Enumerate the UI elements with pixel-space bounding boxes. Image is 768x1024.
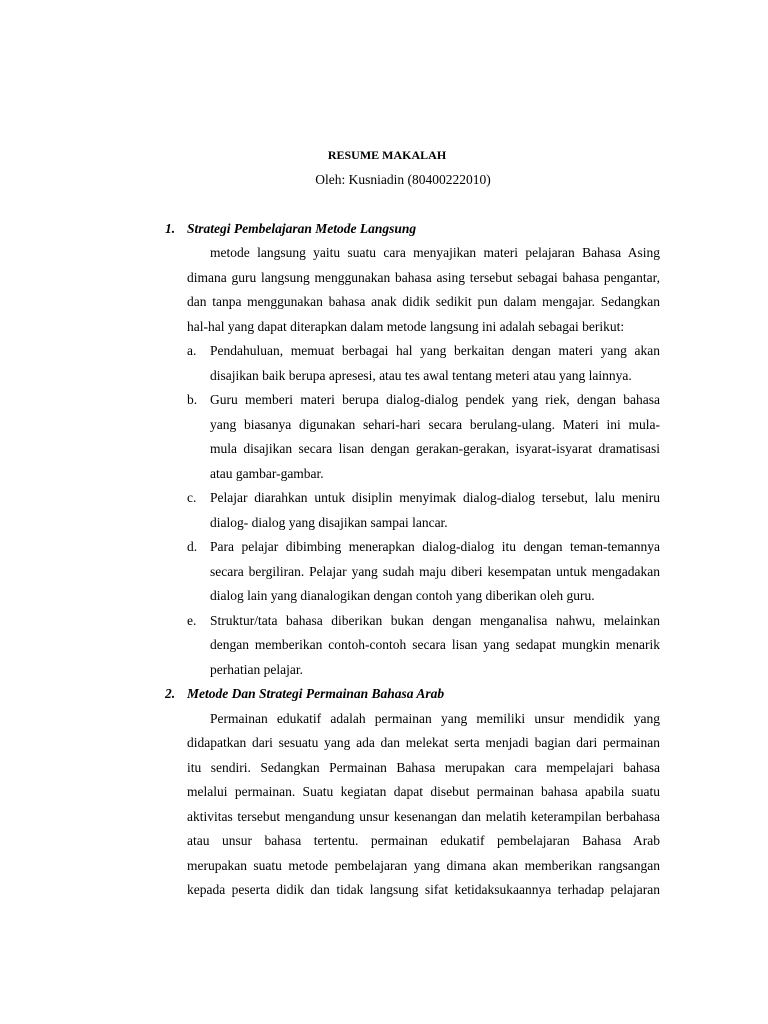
text-row (0, 462, 768, 487)
paragraph-line: kepada peserta didik dan tidak langsung sifat ketidaksukaannya terhadap pelajaran (187, 882, 660, 897)
text-row (0, 364, 768, 389)
section-title: Metode Dan Strategi Permainan Bahasa Arab (187, 686, 445, 701)
document-body (0, 143, 768, 903)
list-item-line: disajikan baik berupa apresesi, atau tes awal tentang meteri atau yang lainnya. (210, 367, 632, 383)
text-row (0, 339, 768, 364)
text-row (0, 854, 768, 879)
text-row (0, 633, 768, 658)
text-row (0, 731, 768, 756)
paragraph-line: melalui permainan. Suatu kegiatan dapat disebut permainan bahasa apabila suatu (187, 784, 660, 799)
text-row (0, 315, 768, 340)
title-row (0, 143, 768, 168)
text-row (0, 266, 768, 291)
list-item (0, 388, 768, 486)
section-heading (0, 682, 768, 707)
paragraph-line: dimana guru langsung menggunakan bahasa asing tersebut sebagai bahasa pengantar, (187, 269, 660, 285)
text-row (0, 560, 768, 585)
text-row (0, 241, 768, 266)
section-number: 2. (165, 686, 176, 701)
list-item-line: atau gambar-gambar. (210, 465, 324, 481)
lettered-list (0, 339, 768, 682)
list-marker: c. (187, 490, 197, 505)
list-item-line: dengan memberikan contoh-contoh secara lisan yang sedapat mungkin menarik (210, 637, 660, 652)
paragraph-line: merupakan suatu metode pembelajaran yang dimana akan memberikan rangsangan (187, 857, 660, 873)
section-heading (0, 217, 768, 242)
list-item (0, 609, 768, 683)
paragraph-line: atau unsur bahasa tertentu. permainan edukatif pembelajaran Bahasa Arab (187, 833, 660, 848)
list-item-line: dialog- dialog yang disajikan sampai lancar. (210, 514, 448, 530)
list-marker: d. (187, 539, 198, 554)
text-row (0, 780, 768, 805)
author-row (0, 168, 768, 193)
section-title: Strategi Pembelajaran Metode Langsung (187, 220, 417, 236)
list-marker: b. (187, 392, 198, 407)
list-item (0, 486, 768, 535)
text-row (0, 829, 768, 854)
paragraph-line: Permainan edukatif adalah permainan yang memiliki unsur mendidik yang (210, 710, 660, 726)
list-item-line: perhatian pelajar. (210, 661, 303, 677)
list-item-line: Struktur/tata bahasa diberikan bukan dengan menganalisa nahwu, melainkan (210, 612, 660, 628)
text-row (0, 290, 768, 315)
blank-line (0, 192, 768, 217)
list-item-line: Pendahuluan, memuat berbagai hal yang berkaitan dengan materi yang akan (210, 343, 660, 358)
paragraph-line: itu sendiri. Sedangkan Permainan Bahasa merupakan cara mempelajari bahasa (187, 759, 660, 775)
list-item-line: Guru memberi materi berupa dialog-dialog pendek yang riek, dengan bahasa (210, 392, 660, 407)
text-row (0, 584, 768, 609)
paragraph-line: dan tanpa menggunakan bahasa anak didik sedikit pun dalam mengajar. Sedangkan (187, 294, 660, 309)
author-line: Oleh: Kusniadin (80400222010) (315, 171, 491, 187)
paragraph (0, 707, 768, 903)
text-row (0, 511, 768, 536)
list-item-line: secara bergiliran. Pelajar yang sudah maju diberi kesempatan untuk mengadakan (210, 563, 660, 579)
paragraph-line: aktivitas tersebut mengandung unsur kesenangan dan melatih keterampilan berbahasa (187, 808, 660, 824)
paragraph-line: didapatkan dari sesuatu yang ada dan melekat serta menjadi bagian dari permainan (187, 735, 660, 750)
text-row (0, 878, 768, 903)
text-row (0, 658, 768, 683)
text-row (0, 437, 768, 462)
list-item-line: mula disajikan secara lisan dengan gerakan-gerakan, isyarat-isyarat dramatisasi (210, 441, 660, 456)
paragraph-line: hal-hal yang dapat diterapkan dalam metode langsung ini adalah sebagai berikut: (187, 318, 625, 334)
list-item-line: dialog lain yang dianalogikan dengan contoh yang diberikan oleh guru. (210, 588, 595, 603)
paragraph-line: metode langsung yaitu suatu cara menyajikan materi pelajaran Bahasa Asing (210, 245, 660, 260)
section-2 (0, 682, 768, 903)
list-marker: e. (187, 612, 197, 628)
text-row (0, 756, 768, 781)
section-number: 1. (165, 220, 176, 236)
text-row (0, 535, 768, 560)
text-row (0, 413, 768, 438)
document-title: RESUME MAKALAH (327, 148, 447, 162)
list-item-line: yang biasanya digunakan sehari-hari secara berulang-ulang. Materi ini mula- (210, 416, 660, 432)
text-row (0, 486, 768, 511)
paragraph (0, 241, 768, 339)
list-item-line: Para pelajar dibimbing menerapkan dialog-dialog itu dengan teman-temannya (210, 539, 660, 554)
list-item-line: Pelajar diarahkan untuk disiplin menyimak dialog-dialog tersebut, lalu meniru (210, 490, 660, 505)
list-marker: a. (187, 343, 197, 358)
list-item (0, 339, 768, 388)
text-row (0, 707, 768, 732)
section-1 (0, 217, 768, 683)
text-row (0, 805, 768, 830)
text-row (0, 388, 768, 413)
list-item (0, 535, 768, 609)
text-row (0, 609, 768, 634)
